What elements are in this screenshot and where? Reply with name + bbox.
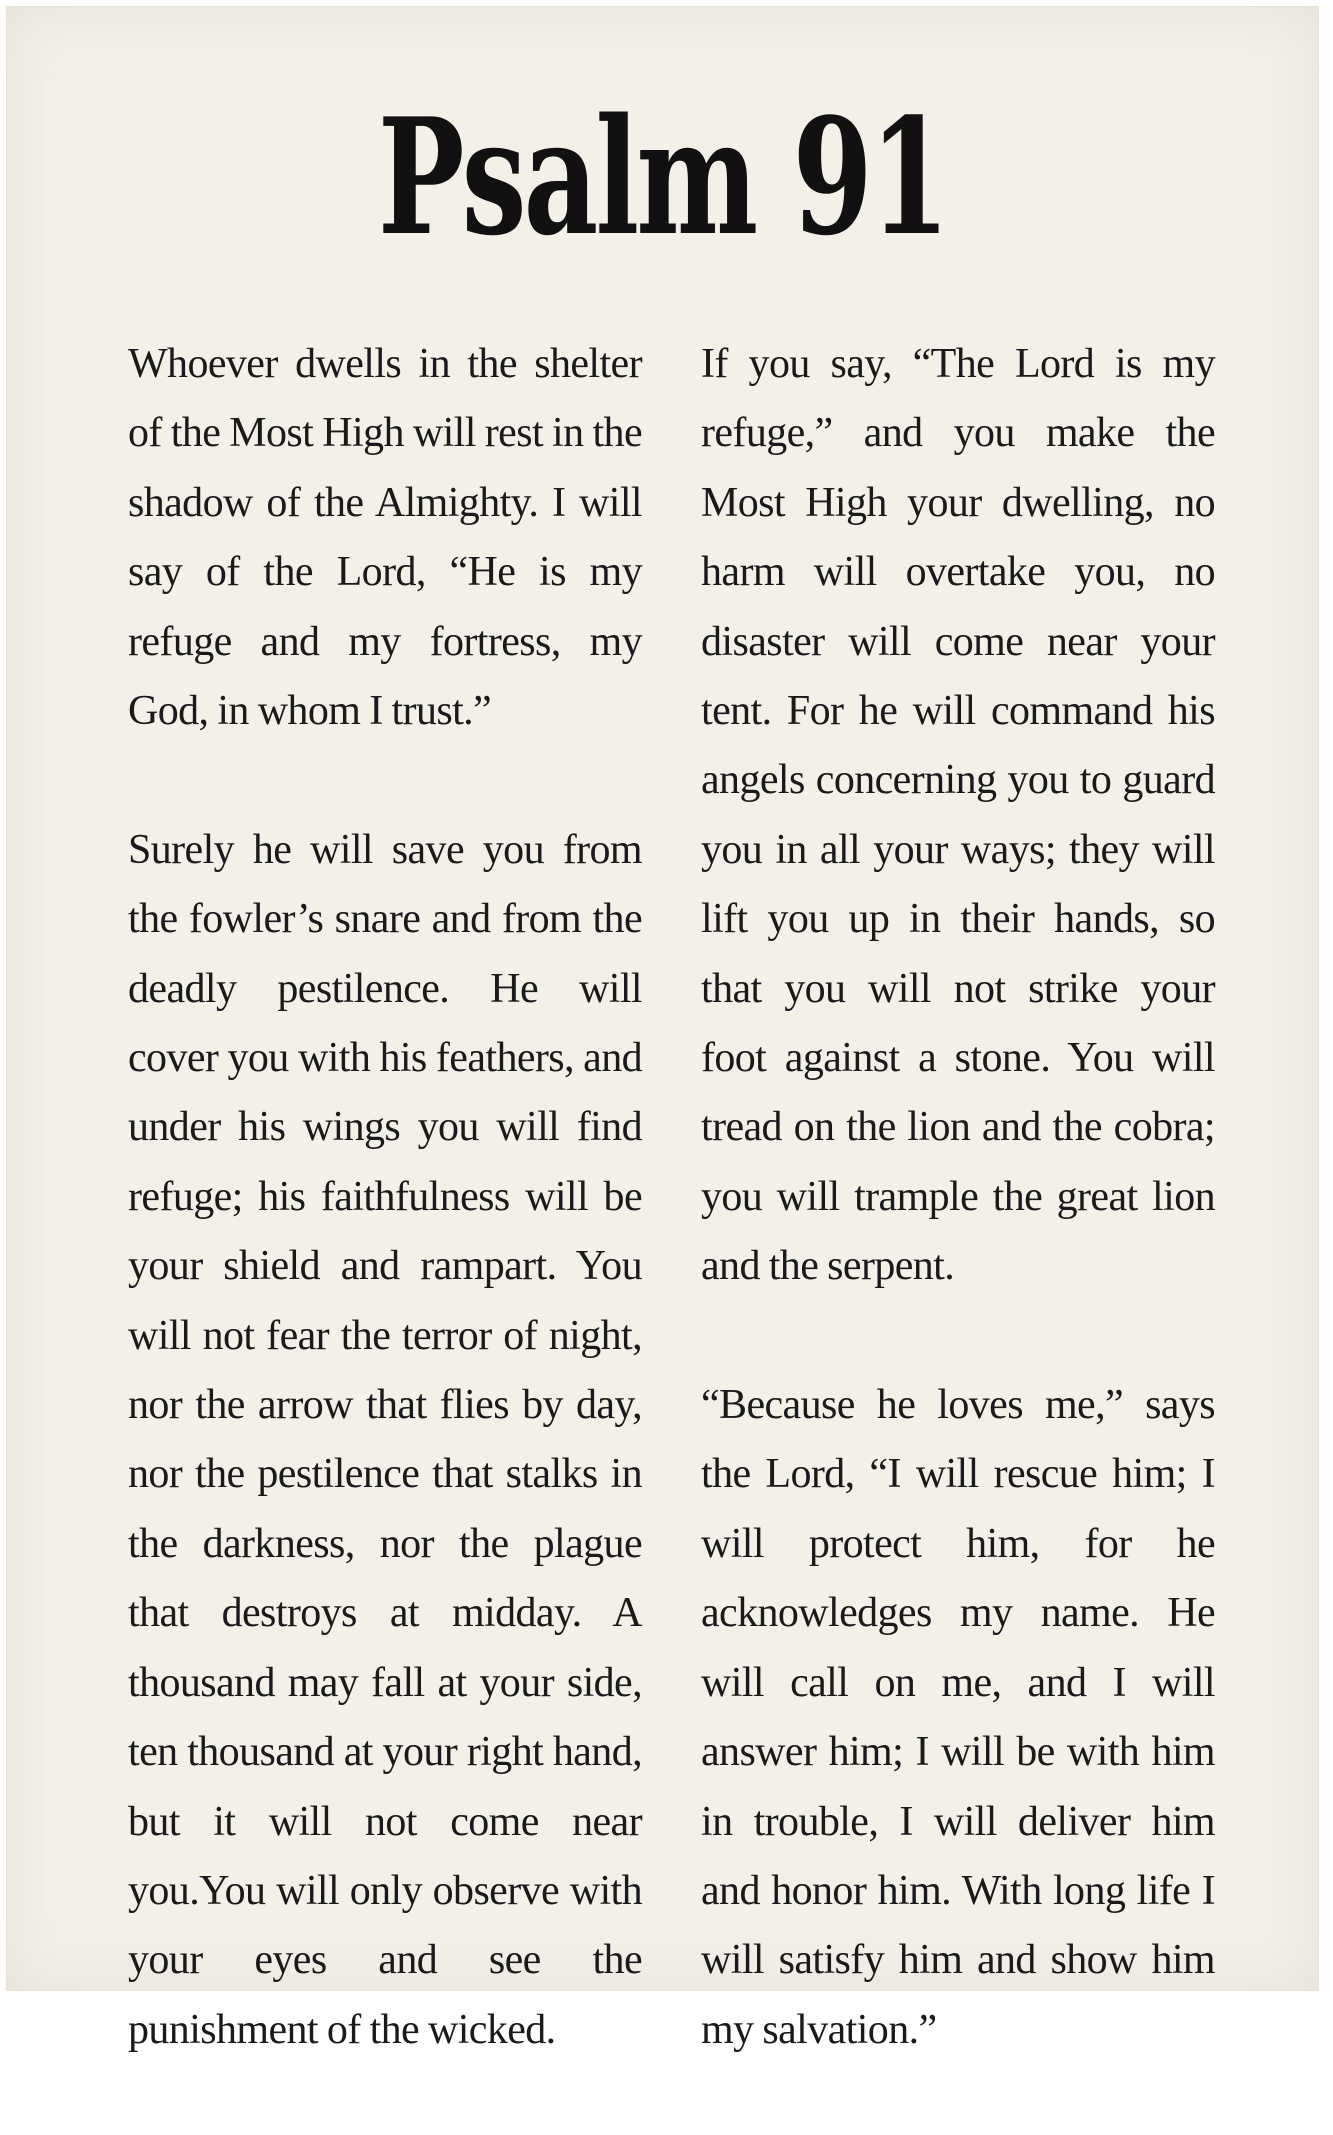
paragraph-verses-3-8: Surely he will save you from the fowler’s snare and from the deadly pestilence. He will cover you with his feathers, and under his wings you will find refuge; his faithfulness will be your shield and rampart. You will not fear the terror of night, nor the arrow that flies by day, nor the pestilence that stalks in the darkness, nor the plague that destroys at midday. A thousand may fall at your side, ten thousand at your right hand, but it will not come near you.You will only observe with your eyes and see the punishment of the wicked. (128, 826, 642, 2053)
paragraph-verses-9-13: If you say, “The Lord is my refuge,” and you make the Most High your dwelling, no harm will overtake you, no disaster will come near your tent. For he will command his angels concerning you to guard you in all your ways; they will lift you up in their hands, so that you will not strike your foot against a stone. You will tread on the lion and the cobra; you will trample the great lion and the serpent. (701, 341, 1215, 1290)
paragraph-verses-1-2: Whoever dwells in the shelter of the Most High will rest in the shadow of the Almighty. I will say of the Lord, “He is my refuge and my fortress, my God, in whom I trust.” (128, 341, 642, 735)
right-column (701, 330, 1215, 2135)
page-title: Psalm 91 (377, 83, 948, 271)
paragraph-verses-14-16: “Because he loves me,” says the Lord, “I will rescue him; I will protect him, for he acknowledges my name. He will call on me, and I will answer him; I will be with him in trouble, I will deliver him and honor him. With long life I will satisfy him and show him my salvation.” (701, 1382, 1215, 2053)
left-column (128, 330, 642, 2135)
poster (6, 6, 1319, 2053)
